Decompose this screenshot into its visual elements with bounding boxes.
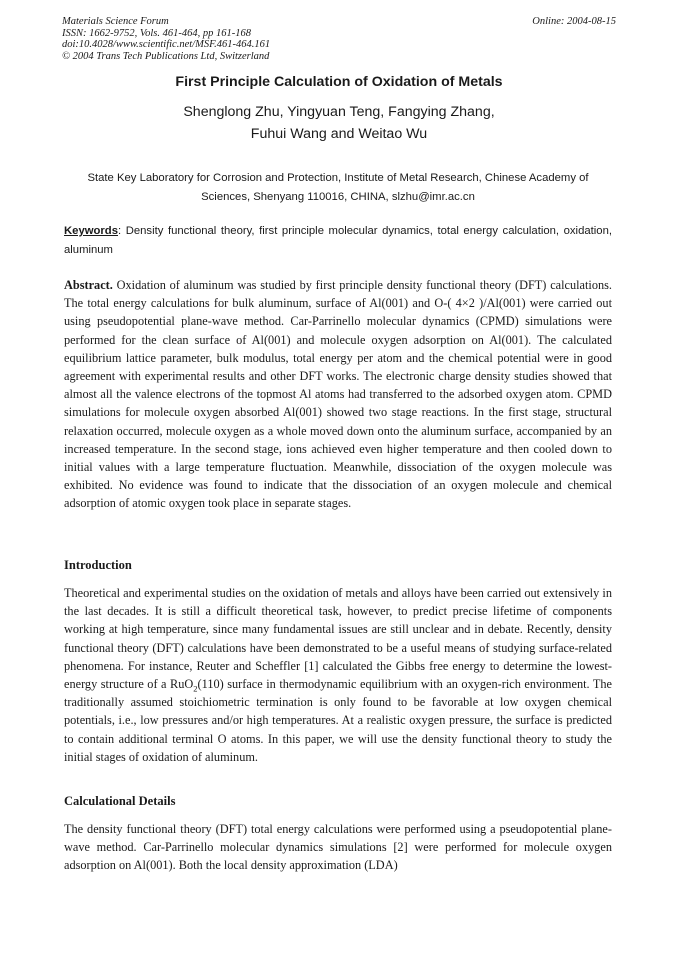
author-list [0,102,678,145]
introduction-text-part-1: Theoretical and experimental studies on the oxidation of metals and alloys have been carried out extensively in the last decades. It is still a difficult theoretical task, however, to predict precise lifetime of components working at high temperature, since many fundamental issues are still unclear and in debate. Recently, density functional theory (DFT) calculations have been demonstrated to be a useful means of studying surface-related phenomena. For instance, Reuter and Scheffler [1] calculated the Gibbs free energy to determine the lowest-energy structure of a RuO [64,586,612,692]
calculational-details-paragraph: The density functional theory (DFT) total energy calculations were performed using a pseudopotential plane-wave method. Car-Parrinello molecular dynamics simulations [2] were performed for molecule oxygen adsorption on Al(001). Both the local density approximation (LDA) [64,822,612,873]
affiliation: State Key Laboratory for Corrosion and Protection, Institute of Metal Research, Chinese Academy of Sciences, Shenyang 110016, CHINA, slzhu@imr.ac.cn [87,172,589,203]
calculational-details-heading: Calculational Details [64,794,176,808]
introduction-heading: Introduction [64,558,132,572]
issn-line: ISSN: 1662-9752, Vols. 461-464, pp 161-168 [62,27,251,39]
copyright-line: © 2004 Trans Tech Publications Ltd, Switzerland [62,50,270,62]
introduction-text-part-2: (110) surface in thermodynamic equilibrium with an oxygen-rich environment. The traditionally assumed stoichiometric termination is only found to be favorable at low oxygen chemical potentials, i.e., low pressures and/or high temperatures. At a realistic oxygen pressure, the surface is predicted to contain additional terminal O atoms. In this paper, we will use the density functional theory to study the initial stages of oxidation of aluminum. [64,677,613,764]
journal-name: Materials Science Forum [62,16,169,27]
authors-line-2: Fuhui Wang and Weitao Wu [250,125,428,142]
abstract-label: Abstract. [64,278,113,292]
introduction-paragraph [64,584,612,766]
keywords-label: Keywords [64,225,118,237]
abstract-text: Oxidation of aluminum was studied by first principle density functional theory (DFT) calculations. The total energy calculations for bulk aluminum, surface of Al(001) and O-( 4×2 )/Al(001) were carried out using pseudopotential plane-wave method. Car-Parrinello molecular dynamics (CPMD) simulations were performed for the clean surface of Al(001) and molecule oxygen adsorption on Al(001). The calculated equilibrium lattice parameter, bulk modulus, total energy per atom and the chemical potential were in good agreement with experimental results and other DFT works. The electronic charge density studies showed that almost all the valence electrons of the topmost Al atoms had transferred to the adsorbed oxygen atom. CPMD simulations for molecule oxygen absorbed Al(001) showed two stage reactions. In the first stage, structural relaxation occurred, molecule oxygen as a whole moved down onto the aluminum surface, accompanied by an increased temperature. In the second stage, ions achieved even higher temperature and then cooled down to initial values with a large temperature fluctuation. Meanwhile, dissociation of the oxygen molecule was exhibited. No evidence was found to indicate that the dissociation of an oxygen molecule and chemical adsorption of atomic oxygen took place in separate stages. [64,278,613,511]
abstract-paragraph [64,276,612,513]
authors-line-1: Shenglong Zhu, Yingyuan Teng, Fangying Zhang, [183,104,495,120]
doi-line[interactable]: doi:10.4028/www.scientific.net/MSF.461-464.161 [62,39,271,50]
keywords-block [64,222,612,259]
journal-header [62,16,616,62]
online-date: Online: 2004-08-15 [532,16,616,27]
keywords-text: : Density functional theory, first principle molecular dynamics, total energy calculation, oxidation, aluminum [64,225,612,256]
subscript-2: 2 [193,683,198,694]
paper-title: First Principle Calculation of Oxidation of Metals [175,74,503,90]
